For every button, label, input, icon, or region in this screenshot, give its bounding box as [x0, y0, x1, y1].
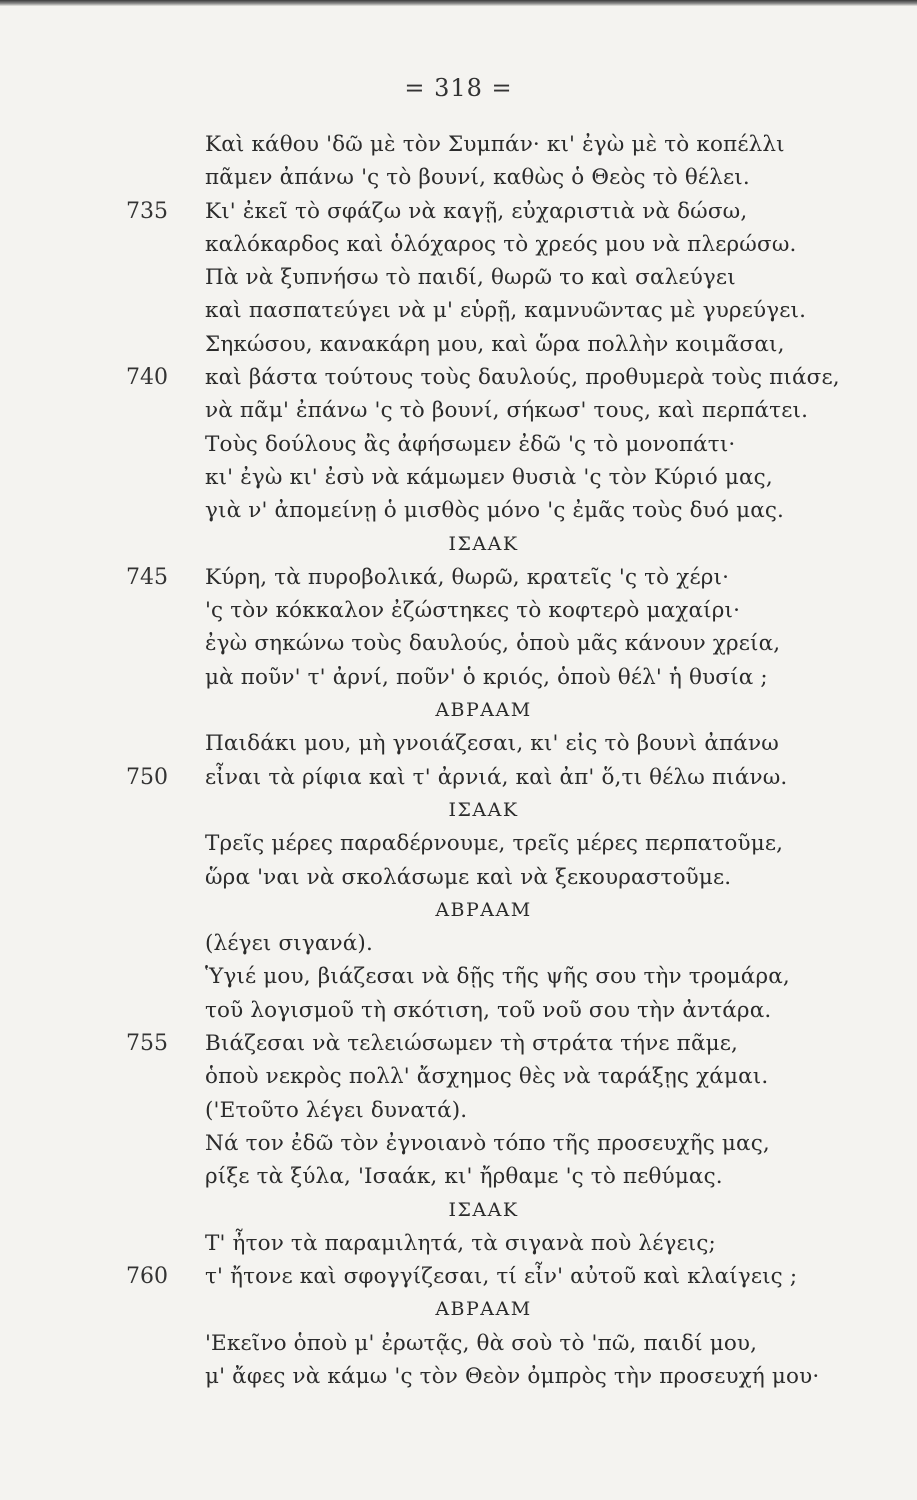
- verse-line: [0, 594, 917, 627]
- verse-line: [0, 827, 917, 860]
- verse-line: [0, 627, 917, 660]
- verse-line: [0, 228, 917, 261]
- speaker-name: ΑΒΡΑΑΜ: [435, 699, 532, 722]
- verse-text: 'ς τὸν κόκκαλον ἐζώστηκες τὸ κοφτερὸ μαχαίρι·: [205, 598, 741, 624]
- verse-line: [0, 1027, 917, 1060]
- speaker-heading-line: [0, 894, 917, 927]
- verse-line: [0, 761, 917, 794]
- speaker-name: ΙΣΑΑΚ: [448, 798, 519, 821]
- verse-text: τοῦ λογισμοῦ τὴ σκότιση, τοῦ νοῦ σου τὴν ἀντάρα.: [205, 997, 772, 1023]
- page-number: = 318 =: [404, 74, 513, 102]
- verse-line: [0, 294, 917, 327]
- verse-line: [0, 661, 917, 694]
- verse-text: 'Εκεῖνο ὁποὺ μ' ἐρωτᾷς, θὰ σοὺ τὸ 'πῶ, παιδί μου,: [205, 1330, 758, 1356]
- speaker-heading-line: [0, 1293, 917, 1326]
- verse-text: κι' ἐγὼ κι' ἐσὺ νὰ κάμωμεν θυσιὰ 'ς τὸν Κύριό μας,: [205, 464, 773, 490]
- verse-text: γιὰ ν' ἀπομείνῃ ὁ μισθὸς μόνο 'ς ἐμᾶς τοὺς δυό μας.: [205, 498, 785, 524]
- verse-text: Βιάζεσαι νὰ τελειώσωμεν τὴ στράτα τήνε πᾶμε,: [205, 1031, 739, 1057]
- verse-text: (λέγει σιγανά).: [205, 931, 373, 957]
- verse-text: ἐγὼ σηκώνω τοὺς δαυλούς, ὁποὺ μᾶς κάνουν χρεία,: [205, 631, 781, 657]
- verse-text: Παιδάκι μου, μὴ γνοιάζεσαι, κι' εἰς τὸ βουνὶ ἀπάνω: [205, 731, 779, 757]
- verse-line: [0, 1327, 917, 1360]
- verse-text: πᾶμεν ἀπάνω 'ς τὸ βουνί, καθὼς ὁ Θεὸς τὸ θέλει.: [205, 165, 750, 191]
- verse-line: [0, 994, 917, 1027]
- verse-line: [0, 195, 917, 228]
- verse-text: Σηκώσου, κανακάρη μου, καὶ ὥρα πολλὴν κοιμᾶσαι,: [205, 331, 785, 357]
- verse-text: καὶ βάστα τούτους τοὺς δαυλούς, προθυμερὰ τοὺς πιάσε,: [205, 365, 840, 391]
- speaker-name: ΑΒΡΑΑΜ: [435, 1298, 532, 1321]
- verse-line: [0, 494, 917, 527]
- verse-line: [0, 561, 917, 594]
- verse-line: [0, 861, 917, 894]
- verse-text: ὥρα 'ναι νὰ σκολάσωμε καὶ νὰ ξεκουραστοῦμε.: [205, 864, 732, 890]
- verse-line: [0, 1227, 917, 1260]
- verse-text: τ' ἤτονε καὶ σφογγίζεσαι, τί εἶν' αὐτοῦ καὶ κλαίγεις ;: [205, 1264, 798, 1290]
- page-top-edge: [0, 0, 917, 6]
- verse-text: Πὰ νὰ ξυπνήσω τὸ παιδί, θωρῶ το καὶ σαλεύγει: [205, 265, 736, 291]
- line-number: 760: [126, 1264, 168, 1290]
- line-number: 755: [126, 1031, 168, 1057]
- verse-line: [0, 1127, 917, 1160]
- verse-line: [0, 428, 917, 461]
- verse-line: [0, 128, 917, 161]
- verse-line: [0, 1360, 917, 1393]
- speaker-heading-line: [0, 528, 917, 561]
- verse-line: [0, 1094, 917, 1127]
- verse-text: Τρεῖς μέρες παραδέρνουμε, τρεῖς μέρες περπατοῦμε,: [205, 831, 784, 857]
- speaker-heading-line: [0, 1194, 917, 1227]
- verse-text: καὶ πασπατεύγει νὰ μ' εὑρῇ, καμνυῶντας μὲ γυρεύγει.: [205, 298, 807, 324]
- verse-text: ('Ετοῦτο λέγει δυνατά).: [205, 1097, 468, 1123]
- verse-text: νὰ πᾶμ' ἐπάνω 'ς τὸ βουνί, σήκωσ' τους, καὶ περπάτει.: [205, 398, 809, 424]
- line-number: 745: [126, 564, 168, 590]
- verse-text: Κι' ἐκεῖ τὸ σφάζω νὰ καγῇ, εὐχαριστιὰ νὰ δώσω,: [205, 198, 748, 224]
- line-number: 740: [126, 365, 168, 391]
- verse-text: Τοὺς δούλους ἂς ἀφήσωμεν ἐδῶ 'ς τὸ μονοπάτι·: [205, 431, 736, 457]
- verse-line: [0, 960, 917, 993]
- verse-text: Κύρη, τὰ πυροβολικά, θωρῶ, κρατεῖς 'ς τὸ χέρι·: [205, 564, 730, 590]
- verse-text: εἶναι τὰ ρίφια καὶ τ' ἀρνιά, καὶ ἀπ' ὅ,τι θέλω πιάνω.: [205, 764, 788, 790]
- verse-line: [0, 261, 917, 294]
- verse-text: ρίξε τὰ ξύλα, 'Ισαάκ, κι' ἤρθαμε 'ς τὸ πεθύμας.: [205, 1164, 723, 1190]
- verse-line: [0, 361, 917, 394]
- verse-text: Ὑγιέ μου, βιάζεσαι νὰ δῇς τῆς ψῆς σου τὴν τρομάρα,: [205, 964, 790, 990]
- verse-line: [0, 1160, 917, 1193]
- verse-text: καλόκαρδος καὶ ὁλόχαρος τὸ χρεός μου νὰ πλερώσω.: [205, 231, 797, 257]
- verse-text: Νά τον ἐδῶ τὸν ἐγνοιανὸ τόπο τῆς προσευχῆς μας,: [205, 1130, 770, 1156]
- verse-line: [0, 727, 917, 760]
- line-number: 735: [126, 198, 168, 224]
- verse-text-block: [0, 128, 917, 1393]
- speaker-name: ΙΣΑΑΚ: [448, 1198, 519, 1221]
- speaker-heading-line: [0, 694, 917, 727]
- line-number: 750: [126, 764, 168, 790]
- verse-line: [0, 394, 917, 427]
- verse-line: [0, 328, 917, 361]
- verse-text: Καὶ κάθου 'δῶ μὲ τὸν Συμπάν· κι' ἐγὼ μὲ τὸ κοπέλλι: [205, 132, 785, 157]
- verse-text: ὁποὺ νεκρὸς πολλ' ἄσχημος θὲς νὰ ταράξῃς χάμαι.: [205, 1064, 769, 1090]
- verse-line: [0, 1060, 917, 1093]
- verse-line: [0, 927, 917, 960]
- verse-text: μὰ ποῦν' τ' ἀρνί, ποῦν' ὁ κριός, ὁποὺ θέλ' ἡ θυσία ;: [205, 664, 768, 690]
- verse-text: Τ' ἦτον τὰ παραμιλητά, τὰ σιγανὰ ποὺ λέγεις;: [205, 1230, 716, 1256]
- verse-text: μ' ἄφες νὰ κάμω 'ς τὸν Θεὸν ὀμπρὸς τὴν προσευχή μου·: [205, 1363, 820, 1389]
- verse-line: [0, 461, 917, 494]
- verse-line: [0, 161, 917, 194]
- speaker-name: ΑΒΡΑΑΜ: [435, 898, 532, 921]
- speaker-heading-line: [0, 794, 917, 827]
- speaker-name: ΙΣΑΑΚ: [448, 532, 519, 555]
- verse-line: [0, 1260, 917, 1293]
